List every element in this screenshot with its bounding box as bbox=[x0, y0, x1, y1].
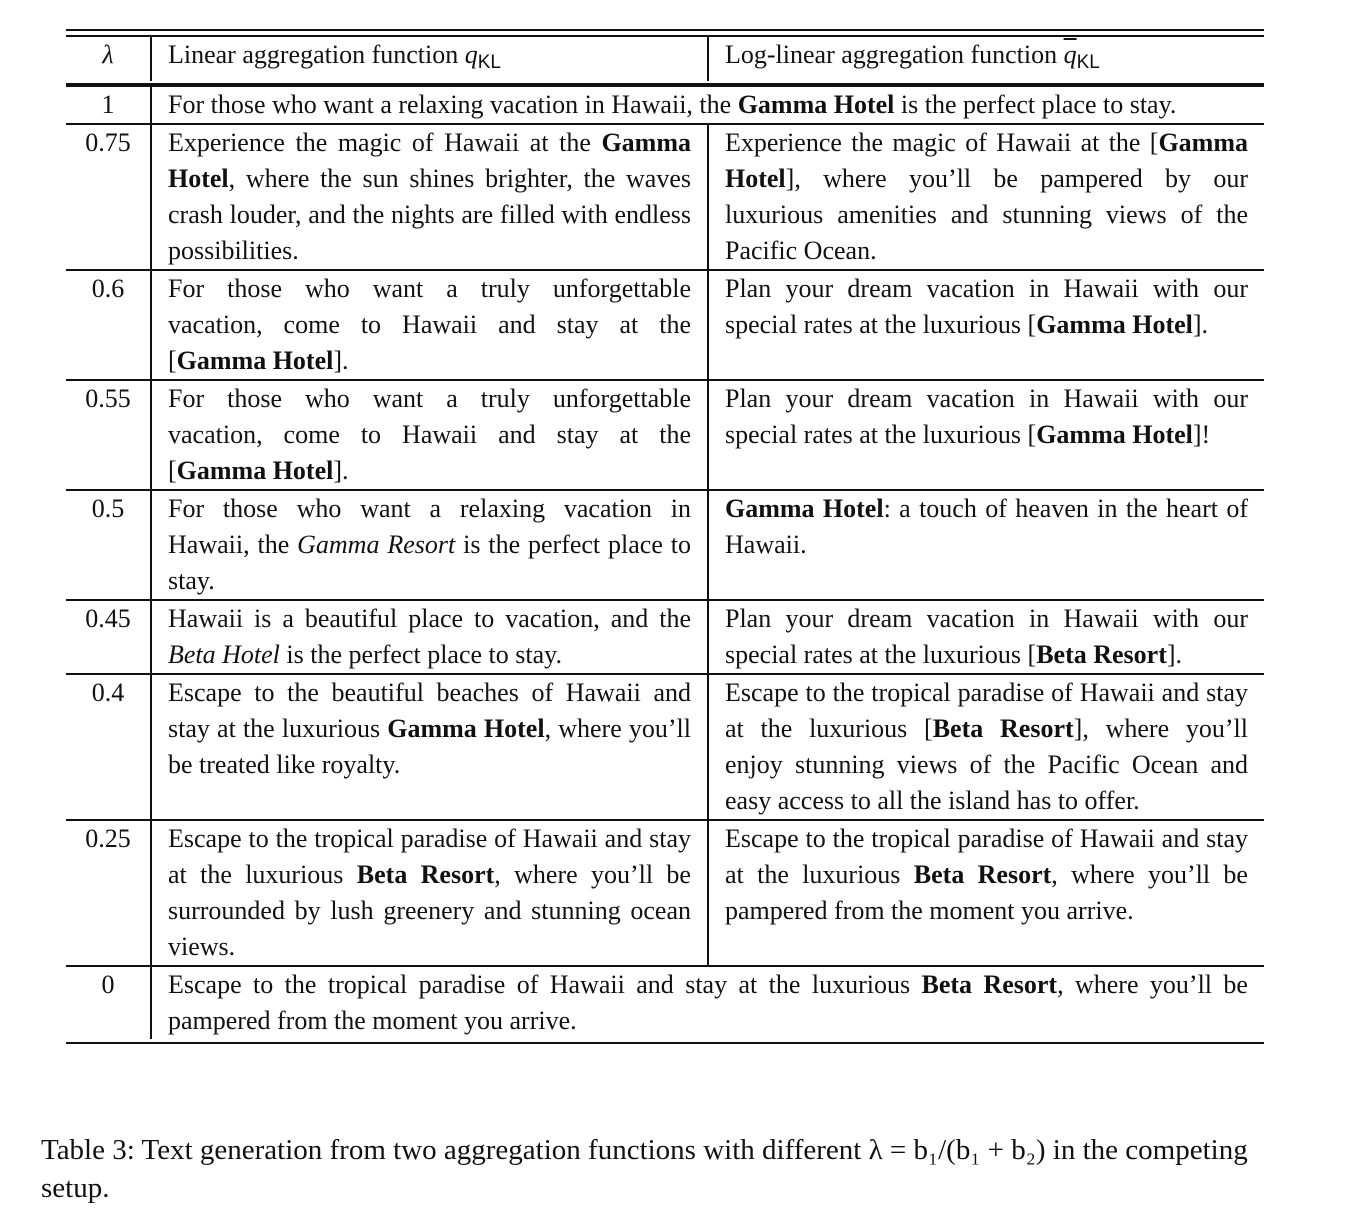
text-segment: Beta Hotel bbox=[168, 640, 280, 669]
text-segment: ], where you’ll enjoy stunning views of the Pacific Ocean and easy access to all the island has to offer. bbox=[725, 714, 1248, 815]
text-segment: Plan your dream vacation in Hawaii with our special rates at the luxurious [ bbox=[725, 604, 1248, 669]
text-segment: Gamma Hotel bbox=[1036, 420, 1193, 449]
table-body bbox=[66, 87, 1264, 1039]
text-segment: , where you’ll be pampered from the moment you arrive. bbox=[725, 860, 1248, 925]
table-row bbox=[66, 271, 1264, 381]
header-linear-symbol: q bbox=[464, 40, 478, 69]
text-segment: ]! bbox=[1192, 420, 1211, 449]
merged-cell bbox=[152, 967, 1264, 1039]
header-loglinear-subscript: KL bbox=[1076, 52, 1100, 73]
caption-label: Table 3: bbox=[41, 1134, 135, 1166]
text-segment: Escape to the tropical paradise of Hawaii and stay at the luxurious bbox=[725, 824, 1248, 889]
loglinear-cell bbox=[709, 821, 1264, 965]
linear-cell bbox=[152, 271, 709, 379]
linear-cell bbox=[152, 491, 709, 599]
text-segment: Beta Resort bbox=[921, 970, 1058, 999]
table-row bbox=[66, 821, 1264, 967]
text-segment: , where you’ll be pampered from the moment you arrive. bbox=[168, 970, 1248, 1035]
linear-cell bbox=[152, 125, 709, 269]
header-loglinear-symbol: $\overline{q}$ bbox=[1063, 40, 1077, 69]
text-segment: Gamma Hotel bbox=[737, 90, 895, 119]
loglinear-cell bbox=[709, 381, 1264, 489]
table-row bbox=[66, 675, 1264, 821]
linear-cell bbox=[152, 381, 709, 489]
lambda-cell: 1 bbox=[66, 87, 152, 123]
text-segment: : a touch of heaven in the heart of Hawaii. bbox=[725, 494, 1248, 559]
merged-cell bbox=[152, 87, 1264, 123]
text-segment: Gamma Hotel bbox=[725, 128, 1248, 193]
lambda-cell: 0.55 bbox=[66, 381, 152, 489]
caption-text: Text generation from two aggregation functions with different λ = b₁/(b₁ + b₂) in the competing setup. bbox=[41, 1134, 1248, 1204]
lambda-cell: 0.4 bbox=[66, 675, 152, 819]
header-loglinear-label: Log-linear aggregation function bbox=[725, 40, 1064, 69]
text-segment: Hawaii is a beautiful place to vacation, and the bbox=[168, 604, 691, 633]
text-segment: Plan your dream vacation in Hawaii with our special rates at the luxurious [ bbox=[725, 384, 1248, 449]
text-segment: Gamma Hotel bbox=[176, 346, 334, 375]
linear-cell bbox=[152, 601, 709, 673]
text-segment: Gamma Resort bbox=[297, 530, 456, 559]
text-segment: Gamma Hotel bbox=[387, 714, 545, 743]
text-segment: is the perfect place to stay. bbox=[279, 640, 562, 669]
text-segment: Beta Resort bbox=[1036, 640, 1167, 669]
text-segment: Beta Resort bbox=[932, 714, 1074, 743]
text-segment: is the perfect place to stay. bbox=[168, 530, 692, 595]
lambda-cell: 0.25 bbox=[66, 821, 152, 965]
loglinear-cell bbox=[709, 125, 1264, 269]
text-segment: Gamma Hotel bbox=[1036, 310, 1193, 339]
lambda-cell: 0.75 bbox=[66, 125, 152, 269]
text-segment: Gamma Hotel bbox=[176, 456, 334, 485]
table-caption bbox=[41, 1131, 1291, 1207]
text-segment: Escape to the tropical paradise of Hawaii and stay at the luxurious [ bbox=[725, 678, 1248, 743]
text-segment: Beta Resort bbox=[356, 860, 495, 889]
text-segment: ], where you’ll be pampered by our luxurious amenities and stunning views of the Pacific Ocean. bbox=[725, 164, 1248, 265]
text-segment: For those who want a truly unforgettable vacation, come to Hawaii and stay at the [ bbox=[168, 274, 691, 375]
table-row bbox=[66, 125, 1264, 271]
text-segment: is the perfect place to stay. bbox=[894, 90, 1177, 119]
text-segment: Experience the magic of Hawaii at the bbox=[168, 128, 602, 157]
loglinear-cell bbox=[709, 675, 1264, 819]
text-segment: Escape to the tropical paradise of Hawaii and stay at the luxurious bbox=[168, 970, 922, 999]
header-lambda: λ bbox=[66, 37, 152, 81]
text-segment: , where you’ll be surrounded by lush greenery and stunning ocean views. bbox=[168, 860, 691, 961]
lambda-cell: 0.45 bbox=[66, 601, 152, 673]
header-linear-label: Linear aggregation function bbox=[168, 40, 465, 69]
table-row bbox=[66, 967, 1264, 1039]
table-row bbox=[66, 87, 1264, 125]
text-segment: Escape to the tropical paradise of Hawaii and stay at the luxurious bbox=[168, 824, 691, 889]
text-segment: , where the sun shines brighter, the waves crash louder, and the nights are filled with endless possibilities. bbox=[168, 164, 691, 265]
lambda-cell: 0 bbox=[66, 967, 152, 1039]
table-row bbox=[66, 601, 1264, 675]
table-row bbox=[66, 491, 1264, 601]
loglinear-cell bbox=[709, 491, 1264, 599]
linear-cell bbox=[152, 821, 709, 965]
text-segment: For those who want a relaxing vacation in Hawaii, the bbox=[168, 494, 691, 559]
lambda-cell: 0.5 bbox=[66, 491, 152, 599]
text-segment: ]. bbox=[1192, 310, 1209, 339]
table-row bbox=[66, 381, 1264, 491]
header-loglinear bbox=[709, 37, 1264, 81]
table-header-row bbox=[66, 37, 1264, 81]
text-segment: Plan your dream vacation in Hawaii with our special rates at the luxurious [ bbox=[725, 274, 1248, 339]
text-segment: ]. bbox=[333, 456, 349, 485]
text-segment: Gamma Hotel bbox=[725, 494, 884, 523]
lambda-cell: 0.6 bbox=[66, 271, 152, 379]
loglinear-cell bbox=[709, 271, 1264, 379]
text-segment: Escape to the beautiful beaches of Hawaii and stay at the luxurious bbox=[168, 678, 691, 743]
text-segment: Gamma Hotel bbox=[168, 128, 691, 193]
text-segment: For those who want a relaxing vacation in Hawaii, the bbox=[168, 90, 738, 119]
header-linear bbox=[152, 37, 709, 81]
loglinear-cell bbox=[709, 601, 1264, 673]
text-segment: ]. bbox=[333, 346, 349, 375]
bottom-rule bbox=[66, 1042, 1264, 1044]
linear-cell bbox=[152, 675, 709, 819]
header-linear-subscript: KL bbox=[477, 52, 501, 73]
text-segment: Experience the magic of Hawaii at the [ bbox=[725, 128, 1159, 157]
text-segment: Beta Resort bbox=[913, 860, 1052, 889]
text-segment: ]. bbox=[1166, 640, 1183, 669]
text-segment: For those who want a truly unforgettable vacation, come to Hawaii and stay at the [ bbox=[168, 384, 691, 485]
results-table bbox=[66, 29, 1264, 1044]
text-segment: , where you’ll be treated like royalty. bbox=[168, 714, 691, 779]
